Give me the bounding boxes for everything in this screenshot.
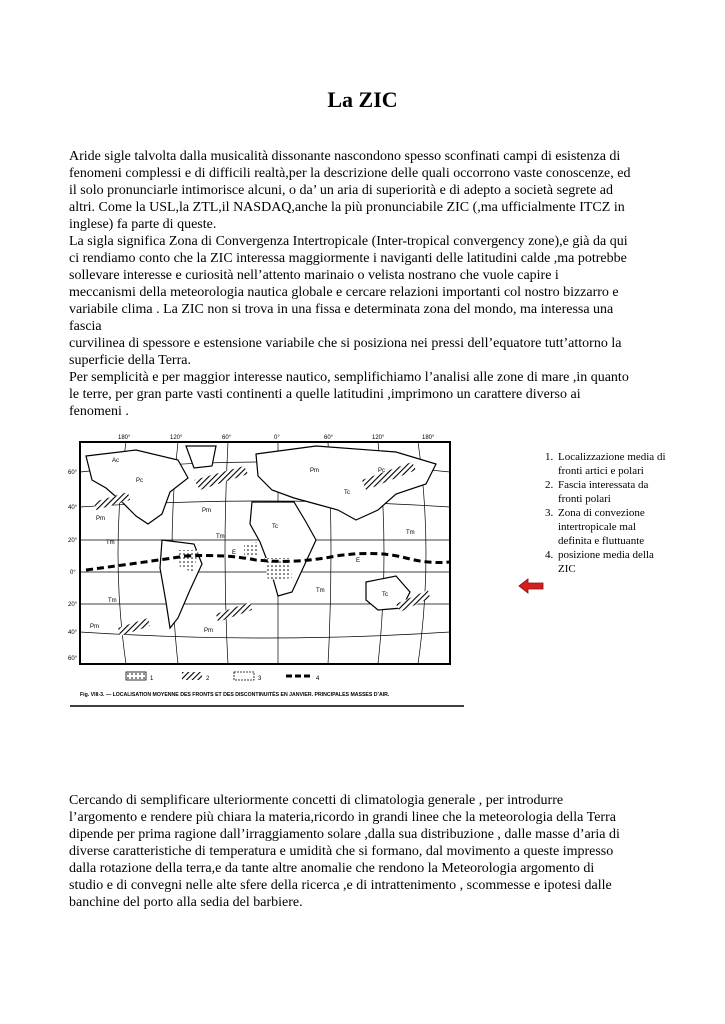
air-mass-label: Pm	[202, 508, 211, 514]
air-mass-label: Pm	[310, 468, 319, 474]
key-number: 3	[258, 676, 262, 682]
text-line: sollevare interesse e curiosità nell’attento marinaio o velista nostrano che vuole capire i	[69, 268, 559, 283]
text-line: dipende per prima ragione dall’irraggiamento solare ,dalla sua distribuzione , dalle masse d’aria di	[69, 827, 620, 842]
air-mass-label: Ac	[112, 458, 120, 464]
lat-label: 60°	[68, 656, 78, 662]
air-mass-label: Tm	[216, 534, 225, 540]
lat-label: 0°	[70, 570, 76, 576]
air-mass-label: Tm	[316, 588, 325, 594]
air-mass-label: Tm	[106, 540, 115, 546]
text-line: fenomeni .	[69, 404, 129, 419]
lat-label: 40°	[68, 505, 78, 511]
air-mass-label: Tm	[108, 598, 117, 604]
text-line: altri. Come la USL,la ZTL,il NASDAQ,anche la più pronunciabile ZIC (,ma ufficialmente ITCZ in	[69, 200, 625, 215]
air-mass-label: Pm	[90, 624, 99, 630]
text-line: banchine del porto alla sedia del barbiere.	[69, 895, 303, 910]
lon-label: 120°	[170, 435, 183, 441]
text-line: meccanismi della meteorologia nautica globale e cercare relazioni importanti col nostro bizzarro e	[69, 285, 619, 300]
text-line: studio e di convegni nelle alte sfere della ricerca ,e di intrattenimento , scommesse e ipotesi dalle	[69, 878, 612, 893]
text-line: curvilinea di spessore e estensione variabile che si posiziona nei pressi dell’equatore tutt’attorno la	[69, 336, 622, 351]
text-line: inglese) fa parte di queste.	[69, 217, 217, 232]
lon-label: 180°	[118, 435, 131, 441]
text-line: dalla rotazione della terra,e da tante altre anomalie che rendono la Meteorologia argomento di	[69, 861, 595, 876]
lat-label: 40°	[68, 630, 78, 636]
legend-item: 4. posizione media della ZIC	[556, 548, 666, 576]
air-mass-label: Tc	[382, 592, 388, 598]
legend-item: 3. Zona di convezione intertropicale mal definita e fluttuante	[556, 506, 666, 548]
text-line: ci rendiamo conto che la ZIC interessa maggiormente i naviganti delle latitudini calde ,ma potrebbe	[69, 251, 627, 266]
map-legend	[536, 450, 666, 576]
text-line: fascia	[69, 319, 102, 334]
lon-label: 120°	[372, 435, 385, 441]
lon-label: 60°	[324, 435, 334, 441]
air-mass-label: Tc	[344, 490, 350, 496]
world-fronts-map	[66, 432, 466, 710]
text-line: diverse caratteristiche di temperatura e umidità che si formano, dal movimento a queste impresso	[69, 844, 614, 859]
text-line: le terre, per gran parte vasti continenti a quelle latitudini ,imprimono un carattere diverso ai	[69, 387, 581, 402]
figure-caption: Fig. VIII-3. — LOCALISATION MOYENNE DES FRONTS ET DES DISCONTINUITÉS EN JANVIER. PRINCIPALES MASSES D’AIR.	[80, 692, 390, 698]
lon-label: 180°	[422, 435, 435, 441]
legend-item: 1. Localizzazione media di fronti artici e polari	[556, 450, 666, 478]
text-line: variabile clima . La ZIC non si trova in una fissa e determinata zona del mondo, ma interessa una	[69, 302, 614, 317]
air-mass-label: E	[232, 550, 237, 556]
page-title: La ZIC	[327, 87, 398, 112]
key-number: 2	[206, 676, 210, 682]
text-line: l’argomento e rendere più chiara la materia,ricordo in grandi linee che la meteorologia della Terra	[69, 810, 616, 825]
key-number: 4	[316, 676, 320, 682]
lon-label: 60°	[222, 435, 232, 441]
air-mass-label: Pm	[204, 628, 213, 634]
text-line: il solo pronunciarle intimorisce alcuni, o da’ un aria di superiorità e di adepto a società segrete ad	[69, 183, 613, 198]
lat-label: 20°	[68, 602, 78, 608]
intro-paragraph	[69, 148, 669, 420]
closing-paragraph	[69, 792, 669, 911]
text-line: Per semplicità e per maggior interesse nautico, semplifichiamo l’analisi alle zone di mare ,in quanto	[69, 370, 629, 385]
text-line: Aride sigle talvolta dalla musicalità dissonante nascondono spesso sconfinati campi di esistenza di	[69, 149, 621, 164]
arrow-left-icon	[518, 578, 544, 594]
text-line: La sigla significa Zona di Convergenza Intertropicale (Inter-tropical convergency zone),e già da qui	[69, 234, 628, 249]
lon-label: 0°	[274, 435, 280, 441]
air-mass-label: Pc	[378, 468, 386, 474]
air-mass-label: Tm	[406, 530, 415, 536]
lat-label: 60°	[68, 470, 78, 476]
key-number: 1	[150, 676, 154, 682]
text-line: fenomeni complessi e di difficili realtà,per la descrizione delle quali occorrono vaste conoscenze, ed	[69, 166, 631, 181]
air-mass-label: E	[356, 558, 361, 564]
legend-item: 2. Fascia interessata da fronti polari	[556, 478, 666, 506]
text-line: superficie della Terra.	[69, 353, 191, 368]
air-mass-label: Pm	[96, 516, 105, 522]
text-line: Cercando di semplificare ulteriormente concetti di climatologia generale , per introdurre	[69, 793, 564, 808]
lat-label: 20°	[68, 538, 78, 544]
air-mass-label: Tc	[272, 524, 278, 530]
air-mass-label: Pc	[136, 478, 144, 484]
